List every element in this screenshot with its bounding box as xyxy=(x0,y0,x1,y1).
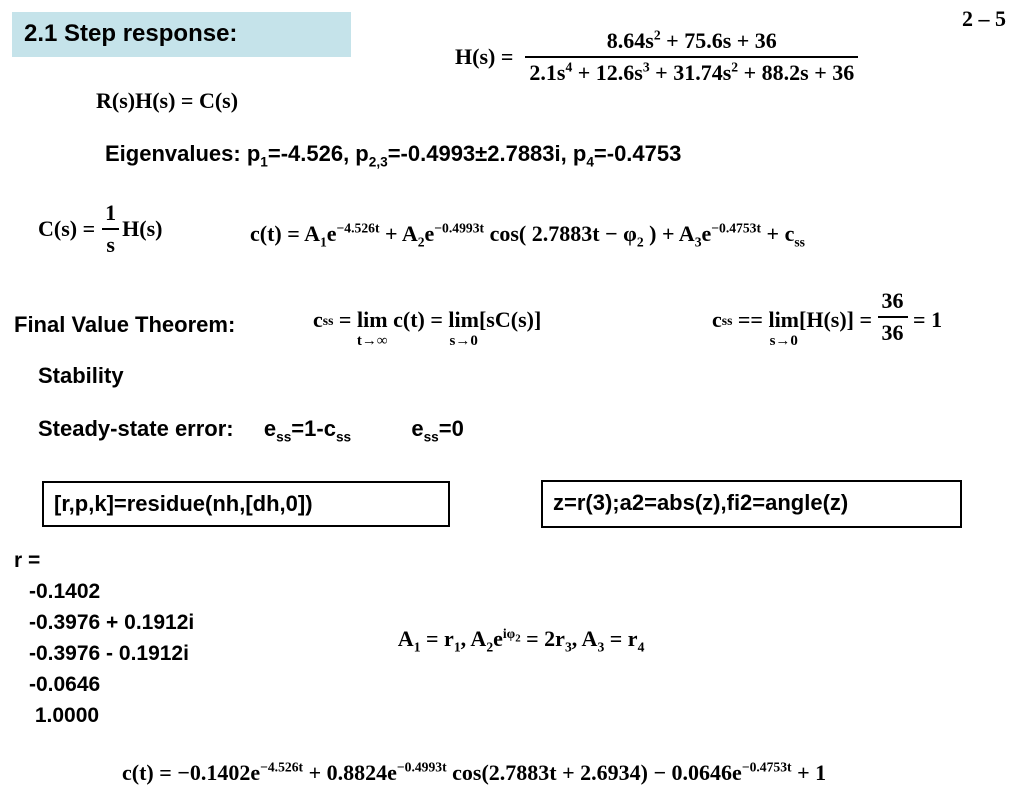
transfer-denominator: $2.1s^4 + 12.6s^3 + 31.74s^2 + 88.2s + 36$ xyxy=(525,56,858,86)
fvt-label: Final Value Theorem: xyxy=(14,312,236,337)
limit-s-zero: lim s→0 xyxy=(448,307,479,349)
angle-command: z=r(3);a2=abs(z),fi2=angle(z) xyxy=(553,490,849,515)
section-title-box xyxy=(12,12,351,57)
rhc-equation: R(s)H(s) = C(s) xyxy=(96,88,239,113)
transfer-fraction xyxy=(525,28,858,86)
transfer-function xyxy=(455,28,858,86)
transfer-numerator: $8.64s^2 + 75.6s + 36$ xyxy=(606,27,777,53)
fvt-equation: c ss = lim t→∞ c(t) = lim s→0 [sC(s)] xyxy=(313,307,542,349)
ess-formula: $e_{ss}=1-c_{ss}$ xyxy=(263,416,352,445)
fraction-36-36: $\frac{36}{36}$ xyxy=(878,288,908,346)
residue-value: 1.0000 xyxy=(29,704,100,727)
css-equation: c ss == lim s→0 [H(s)] = $\frac{36}{36}$ = 1 xyxy=(712,288,943,349)
residue-command-box xyxy=(42,481,450,527)
eigenvalues-line: Eigenvalues: $p_1=-4.526$, $p_{2,3}=-0.4993\pm 2.7883i$, $p_4=-0.4753$ xyxy=(105,141,682,170)
residue-value: -0.1402 xyxy=(29,580,101,603)
cs-equation: C(s) = $\frac{1}{s}$ H(s) xyxy=(38,200,163,257)
residue-value: -0.0646 xyxy=(29,673,101,696)
residue-header: r = xyxy=(14,549,41,572)
residue-value: -0.3976 + 0.1912i xyxy=(29,611,195,634)
limit-t-inf: lim t→∞ xyxy=(356,307,388,349)
sse-line: Steady-state error: $e_{ss}=1-c_{ss}$ $e_{ss}=0$ xyxy=(38,416,464,445)
transfer-lhs: H(s) = xyxy=(455,44,514,69)
amplitude-equation: $A_1 = r_1$, $A_2e^{i\varphi_2} = 2r_3$, $A_3 = r_4$ xyxy=(397,625,645,655)
angle-command-box xyxy=(541,480,962,528)
ct-general-equation: $c(t) = A_1e^{-4.526t} + A_2e^{-0.4993t}$ cos( $2.7883t - \varphi_2$ ) + $A_3e^{-0.4753t} + c_{ss}$ xyxy=(250,220,805,250)
ess-zero: $e_{ss}=0$ xyxy=(411,416,464,445)
residue-command: [r,p,k]=residue(nh,[dh,0]) xyxy=(54,491,313,516)
page-number: 2 – 5 xyxy=(962,6,1006,31)
residue-value: -0.3976 - 0.1912i xyxy=(29,642,189,665)
final-ct-equation: $c(t) = -0.1402e^{-4.526t} + 0.8824e^{-0.4993t}$ $\cos(2.7883t + 2.6934) - 0.0646e^{-0.4753t} + 1$ xyxy=(122,759,827,785)
stability-label: Stability xyxy=(38,363,124,388)
residue-output xyxy=(14,545,194,731)
one-over-s: $\frac{1}{s}$ xyxy=(101,200,120,258)
limit-css-s-zero: lim s→0 xyxy=(768,307,800,349)
section-title: 2.1 Step response: xyxy=(24,20,238,47)
